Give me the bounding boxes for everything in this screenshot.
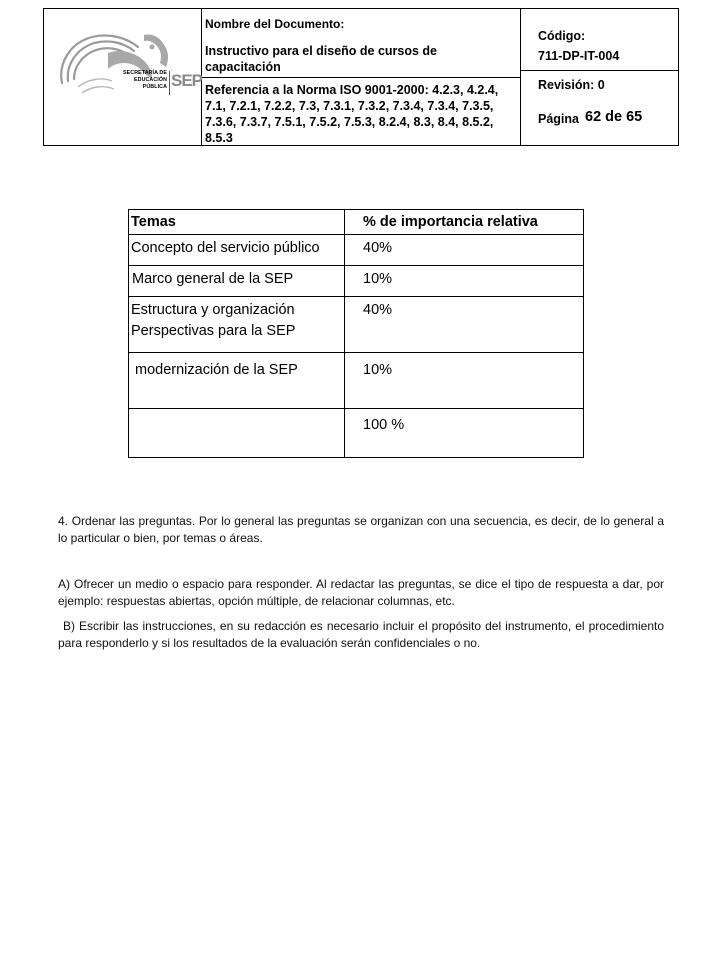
paragraph-instructions (58, 618, 664, 652)
table-cell (129, 266, 345, 297)
revision: Revisión: 0 (538, 78, 605, 92)
logo-line: SECRETARÍA DE (123, 70, 167, 76)
header-divider (520, 70, 678, 71)
table-cell (345, 353, 584, 409)
column-header-importance: % de importancia relativa (363, 214, 538, 230)
importance-total: 100 % (363, 417, 405, 433)
table-cell (345, 297, 584, 353)
table-cell (129, 297, 345, 353)
iso-reference: Referencia a la Norma ISO 9001-2000: 4.2.3, 4.2.4, 7.1, 7.2.1, 7.2.2, 7.3, 7.3.1, 7.3.2, 7.3.4, 7.3.4, 7.3.5, 7.3.6, 7.3.7, 7.5.1, 7.5.2, 7.5.3, 8.2.4, 8.3, 8.4, 8.5.2, 8.5.3 (205, 83, 499, 145)
table-row (129, 353, 584, 409)
column-header-topics: Temas (131, 214, 176, 230)
topics-importance-table (128, 209, 584, 458)
topic-text: modernización de la SEP (135, 362, 298, 378)
table-header-row (129, 210, 584, 235)
header-divider (520, 9, 521, 145)
table-cell (129, 235, 345, 266)
topic-text: Concepto del servicio público (131, 240, 320, 256)
logo-wordmark (101, 70, 167, 91)
topic-text: Perspectivas para la SEP (131, 323, 296, 339)
table-header-cell (345, 210, 584, 235)
table-row (129, 235, 584, 266)
document-header (43, 8, 679, 146)
importance-value: 40% (363, 302, 393, 318)
topic-text (129, 409, 344, 417)
logo-sep-mark: SEP (171, 71, 203, 90)
table-cell (129, 353, 345, 409)
doc-code: 711-DP-IT-004 (538, 49, 620, 63)
paragraph-response-space: A) Ofrecer un medio o espacio para responder. Al redactar las preguntas, se dice el tipo de respuesta a dar, por ejemplo: respuestas abiertas, opción múltiple, de relacionar columnas, etc. (58, 577, 664, 608)
page-number: 62 de 65 (585, 109, 643, 125)
doc-name-label: Nombre del Documento: (205, 17, 345, 31)
topic-text: Estructura y organización (131, 302, 295, 318)
importance-value: 10% (363, 362, 393, 378)
topic-text: Marco general de la SEP (132, 271, 294, 287)
page-label: Página (538, 112, 579, 126)
logo-line: PÚBLICA (142, 84, 167, 90)
doc-title: Instructivo para el diseño de cursos de capacitación (205, 44, 438, 74)
table-row (129, 266, 584, 297)
table-header-cell (129, 210, 345, 235)
logo-separator (169, 71, 170, 95)
table-cell (345, 235, 584, 266)
importance-value: 40% (363, 240, 393, 256)
table-cell (129, 409, 345, 458)
table-row (129, 297, 584, 353)
importance-value: 10% (363, 271, 393, 287)
header-divider (201, 77, 520, 78)
code-label: Código: (538, 29, 586, 43)
paragraph-order-questions: 4. Ordenar las preguntas. Por lo general las preguntas se organizan con una secuencia, es decir, de lo general a lo particular o bien, por temas o áreas. (58, 514, 664, 545)
paragraph-text: B) Escribir las instrucciones, en su redacción es necesario incluir el propósito del instrumento, el procedimiento para responderlo y si los resultados de la evaluación serán confidenciales o no. (58, 619, 664, 650)
table-cell (345, 266, 584, 297)
table-cell (345, 409, 584, 458)
logo-line: EDUCACIÓN (134, 77, 167, 83)
table-total-row (129, 409, 584, 458)
